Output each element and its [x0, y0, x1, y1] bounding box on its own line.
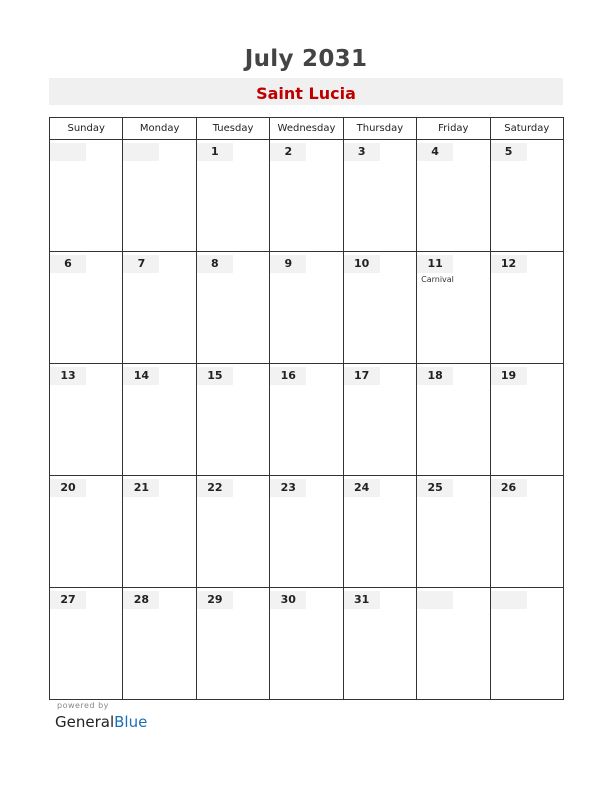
- day-number-box: [491, 591, 527, 609]
- day-number-box: [123, 143, 159, 161]
- day-cell[interactable]: [343, 588, 416, 700]
- day-number: 24: [354, 481, 370, 494]
- day-number: 27: [60, 593, 76, 606]
- day-number: 23: [280, 481, 296, 494]
- day-cell[interactable]: [50, 140, 123, 252]
- day-cell[interactable]: [490, 252, 563, 364]
- week-row: [50, 252, 564, 364]
- day-cell[interactable]: [196, 364, 269, 476]
- day-number: 8: [211, 257, 219, 270]
- weekday-tuesday: Tuesday: [196, 118, 269, 140]
- day-number: 26: [500, 481, 517, 494]
- day-cell[interactable]: [270, 588, 343, 700]
- day-cell[interactable]: [196, 476, 269, 588]
- day-cell[interactable]: [490, 476, 563, 588]
- day-cell[interactable]: [270, 364, 343, 476]
- day-number: 2: [284, 145, 293, 158]
- day-number: 25: [427, 481, 443, 494]
- week-row: [50, 364, 564, 476]
- day-number: 19: [500, 369, 517, 382]
- weekday-sunday: Sunday: [50, 118, 123, 140]
- day-cell[interactable]: [490, 140, 563, 252]
- day-number-box: [50, 143, 86, 161]
- week-row: [50, 588, 564, 700]
- day-cell[interactable]: [50, 588, 123, 700]
- holiday-label: Carnival: [421, 275, 454, 284]
- powered-by-label: powered by: [57, 701, 109, 710]
- day-number: 17: [354, 369, 370, 382]
- day-number: 1: [211, 145, 219, 158]
- brand-blue-text: Blue: [114, 713, 148, 731]
- day-number-box: [417, 591, 453, 609]
- weekday-wednesday: Wednesday: [270, 118, 343, 140]
- day-number: 22: [207, 481, 223, 494]
- day-number: 6: [64, 257, 72, 270]
- day-number: 30: [280, 593, 296, 606]
- day-number: 7: [137, 257, 146, 270]
- weekday-header-row: [50, 118, 564, 140]
- day-cell[interactable]: [50, 364, 123, 476]
- day-cell[interactable]: [196, 588, 269, 700]
- day-cell[interactable]: [270, 476, 343, 588]
- country-name: Saint Lucia: [256, 84, 356, 103]
- day-number: 21: [133, 481, 150, 494]
- week-row: [50, 476, 564, 588]
- day-number: 3: [357, 145, 366, 158]
- weekday-thursday: Thursday: [343, 118, 416, 140]
- day-cell[interactable]: [270, 140, 343, 252]
- day-number: 4: [431, 145, 439, 158]
- day-number: 18: [427, 369, 443, 382]
- brand-general-text: General: [55, 713, 115, 731]
- day-number: 11: [427, 257, 443, 270]
- day-cell[interactable]: [196, 252, 269, 364]
- day-cell[interactable]: [270, 252, 343, 364]
- day-cell[interactable]: [417, 252, 490, 364]
- day-cell[interactable]: [196, 140, 269, 252]
- day-cell[interactable]: [417, 588, 490, 700]
- day-number: 9: [284, 257, 293, 270]
- brand-logo[interactable]: [55, 713, 147, 731]
- calendar-grid: [49, 117, 564, 700]
- calendar-title: July 2031: [244, 46, 368, 72]
- day-number: 13: [60, 369, 76, 382]
- day-number: 15: [207, 369, 223, 382]
- week-row: [50, 140, 564, 252]
- day-cell[interactable]: [417, 476, 490, 588]
- day-cell[interactable]: [123, 476, 196, 588]
- weekday-monday: Monday: [123, 118, 196, 140]
- day-number: 10: [354, 257, 370, 270]
- day-cell[interactable]: [343, 140, 416, 252]
- weekday-friday: Friday: [417, 118, 490, 140]
- day-cell[interactable]: [490, 588, 563, 700]
- day-number: 28: [133, 593, 150, 606]
- day-number: 12: [500, 257, 517, 270]
- day-number: 14: [133, 369, 150, 382]
- day-cell[interactable]: [417, 364, 490, 476]
- day-cell[interactable]: [490, 364, 563, 476]
- day-number: 20: [60, 481, 76, 494]
- day-cell[interactable]: [123, 140, 196, 252]
- day-cell[interactable]: [123, 252, 196, 364]
- day-cell[interactable]: [343, 252, 416, 364]
- day-cell[interactable]: [50, 476, 123, 588]
- day-number: 5: [504, 145, 513, 158]
- day-cell[interactable]: [343, 476, 416, 588]
- day-number: 16: [280, 369, 296, 382]
- day-number: 29: [207, 593, 223, 606]
- day-cell[interactable]: [50, 252, 123, 364]
- day-cell[interactable]: [417, 140, 490, 252]
- day-number: 31: [354, 593, 370, 606]
- day-cell[interactable]: [123, 588, 196, 700]
- day-cell[interactable]: [123, 364, 196, 476]
- day-cell[interactable]: [343, 364, 416, 476]
- weekday-saturday: Saturday: [490, 118, 563, 140]
